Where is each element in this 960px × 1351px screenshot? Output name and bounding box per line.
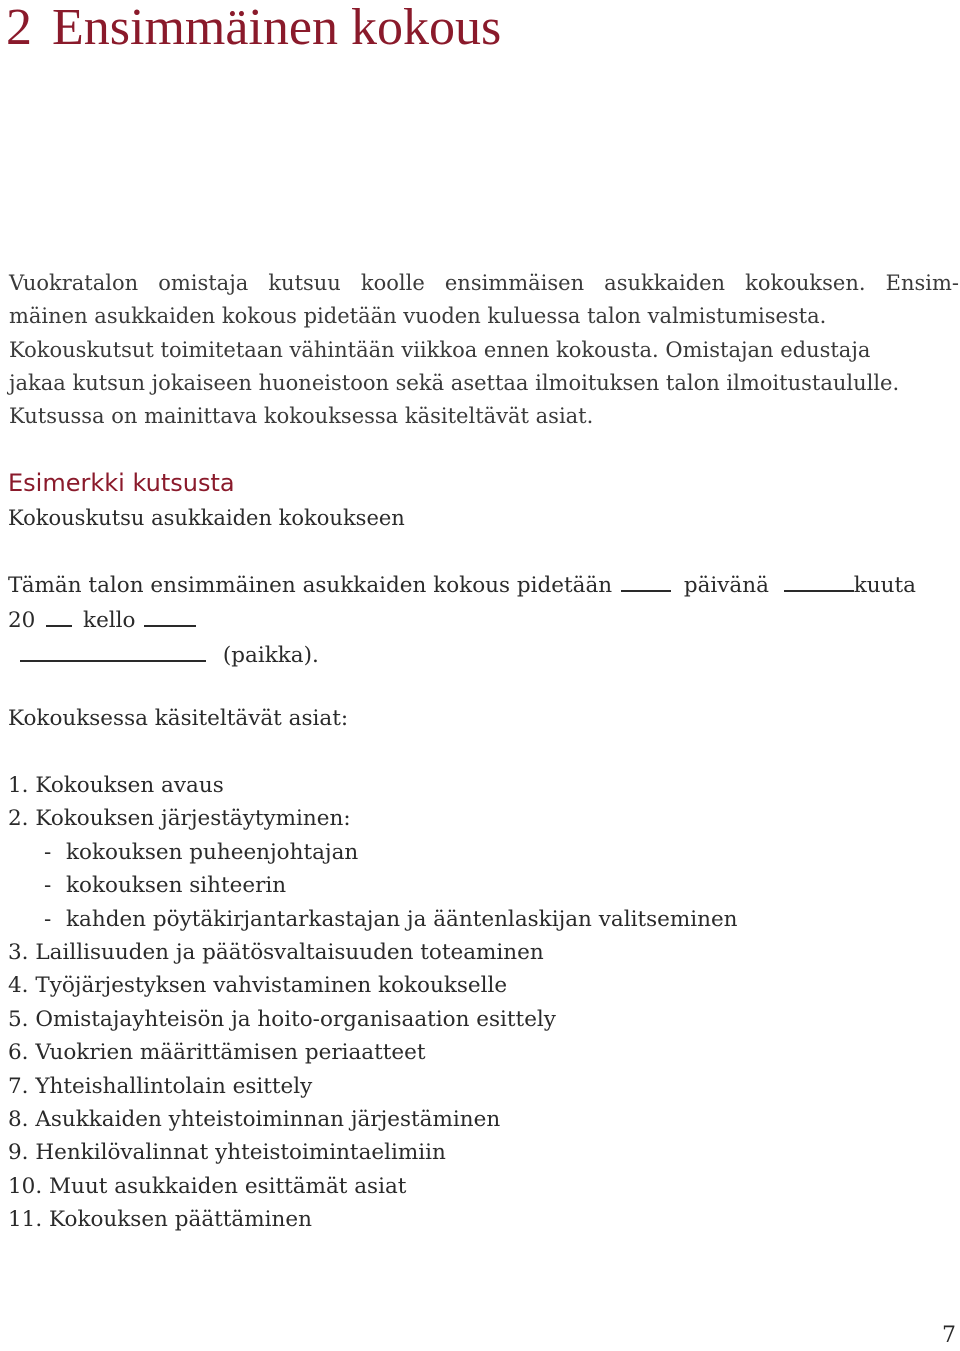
agenda-item: 5. Omistajayhteisön ja hoito-organisaation esittely: [8, 1006, 556, 1032]
agenda-heading: Kokouksessa käsiteltävät asiat:: [8, 706, 349, 731]
agenda-item: 9. Henkilövalinnat yhteistoimintaelimiin: [8, 1140, 446, 1166]
intro-line: jakaa kutsun jokaiseen huoneistoon sekä asettaa ilmoituksen talon ilmoitustaululle.: [9, 370, 900, 395]
agenda-subitem: [8, 903, 738, 936]
invitation-row: [8, 603, 958, 638]
agenda-subitem: [8, 869, 738, 902]
intro-line: Kokouskutsut toimitetaan vähintään viikkoa ennen kokousta. Omistajan edustaja: [9, 337, 871, 362]
chapter-title-text: Ensimmäinen kokous: [52, 0, 502, 56]
agenda-item: 1. Kokouksen avaus: [8, 773, 224, 798]
agenda-item: 10. Muut asukkaiden esittämät asiat: [8, 1173, 407, 1199]
agenda-item: 3. Laillisuuden ja päätösvaltaisuuden toteaminen: [8, 940, 544, 966]
agenda-subitem-text: kokouksen puheenjohtajan: [66, 839, 359, 865]
invitation-title: Kokouskutsu asukkaiden kokoukseen: [8, 506, 405, 530]
intro-line: mäinen asukkaiden kokous pidetään vuoden kuluessa talon valmistumisesta.: [9, 304, 827, 329]
invitation-part: 20: [8, 608, 36, 633]
invitation-part: (paikka).: [222, 643, 319, 668]
dash: -: [44, 839, 52, 865]
agenda-item: 7. Yhteishallintolain esittely: [8, 1073, 313, 1099]
agenda-list: [8, 769, 738, 1237]
example-heading: Esimerkki kutsusta: [8, 469, 235, 497]
chapter-number: 2: [6, 0, 32, 56]
invitation-part: kello: [83, 608, 136, 633]
agenda-subitem-text: kokouksen sihteerin: [66, 873, 287, 899]
intro-line: Vuokratalon omistaja kutsuu koolle ensimmäisen asukkaiden kokouksen. Ensim-: [9, 271, 959, 295]
blank-day: [621, 568, 671, 592]
agenda-item: 2. Kokouksen järjestäytyminen:: [8, 806, 351, 832]
intro-paragraph: [9, 267, 959, 433]
invitation-part: kuuta: [853, 573, 916, 598]
intro-line: Kutsussa on mainittava kokouksessa käsiteltävät asiat.: [9, 404, 594, 429]
agenda-item: 6. Vuokrien määrittämisen periaatteet: [8, 1040, 426, 1066]
chapter-title: [6, 0, 501, 56]
blank-month: [784, 568, 854, 592]
invitation-text: [8, 568, 958, 673]
agenda-item: 11. Kokouksen päättäminen: [8, 1207, 312, 1233]
invitation-part: päivänä: [683, 573, 769, 598]
blank-place: [20, 638, 206, 662]
invitation-row: [8, 638, 958, 673]
blank-year: [46, 603, 72, 627]
page-number: 7: [942, 1323, 956, 1348]
blank-time: [144, 603, 196, 627]
dash: -: [44, 873, 52, 899]
agenda-item: 4. Työjärjestyksen vahvistaminen kokoukselle: [8, 973, 508, 999]
agenda-subitem: [8, 836, 738, 869]
agenda-subitem-text: kahden pöytäkirjantarkastajan ja ääntenlaskijan valitseminen: [66, 906, 738, 932]
agenda-item: 8. Asukkaiden yhteistoiminnan järjestäminen: [8, 1107, 501, 1133]
invitation-part: Tämän talon ensimmäinen asukkaiden kokous pidetään: [8, 573, 613, 598]
dash: -: [44, 906, 52, 932]
invitation-row: [8, 568, 958, 603]
